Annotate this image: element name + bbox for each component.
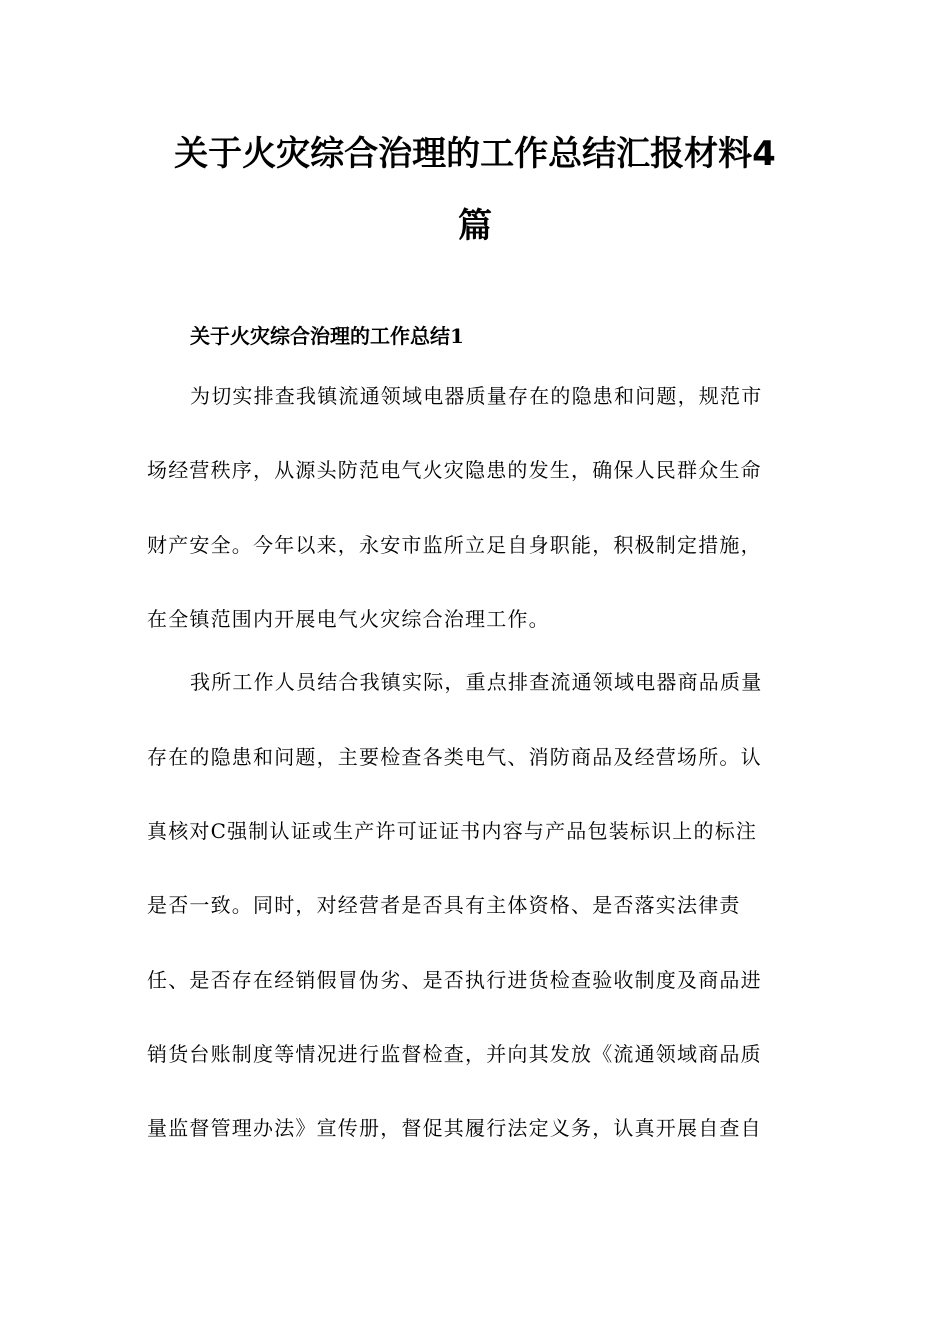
paragraph-1-line-3: 财产安全。今年以来，永安市监所立足自身职能，积极制定措施， <box>147 533 762 557</box>
paragraph-2-line-5: 任、是否存在经销假冒伪劣、是否执行进货检查验收制度及商品进 <box>147 968 762 992</box>
paragraph-2-line-4: 是否一致。同时，对经营者是否具有主体资格、是否落实法律责 <box>147 893 741 917</box>
paragraph-2-line-3: 真核对C强制认证或生产许可证证书内容与产品包装标识上的标注 <box>147 819 758 843</box>
title-line-1: 关于火灾综合治理的工作总结汇报材料4 <box>174 134 776 174</box>
paragraph-2-line-1: 我所工作人员结合我镇实际，重点排查流通领域电器商品质量 <box>190 670 763 694</box>
paragraph-2-line-7: 量监督管理办法》宣传册，督促其履行法定义务，认真开展自查自 <box>147 1116 762 1140</box>
document-title <box>145 118 805 262</box>
paragraph-2-line-2: 存在的隐患和问题，主要检查各类电气、消防商品及经营场所。认 <box>147 745 762 769</box>
section-heading: 关于火灾综合治理的工作总结1 <box>190 324 464 348</box>
title-line-2: 篇 <box>458 206 492 246</box>
paragraph-2-line-6: 销货台账制度等情况进行监督检查，并向其发放《流通领域商品质 <box>147 1042 762 1066</box>
paragraph-1-line-4: 在全镇范围内开展电气火灾综合治理工作。 <box>147 607 550 631</box>
paragraph-1-line-1: 为切实排查我镇流通领域电器质量存在的隐患和问题，规范市 <box>190 384 763 408</box>
paragraph-1-line-2: 场经营秩序，从源头防范电气火灾隐患的发生，确保人民群众生命 <box>147 458 762 482</box>
